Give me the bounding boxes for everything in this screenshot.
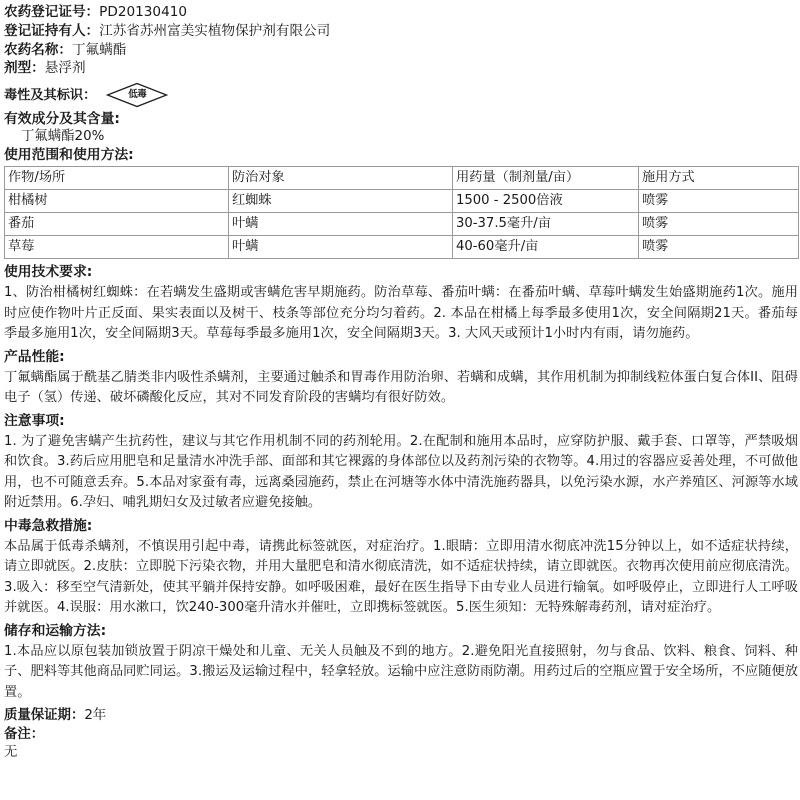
column-header-dosage: 用药量（制剂量/亩） (453, 167, 639, 190)
table-row (5, 236, 799, 259)
registration-number-value: PD20130410 (99, 4, 188, 20)
precautions-body: 1. 为了避免害螨产生抗药性，建议与其它作用机制不同的药剂轮用。2.在配制和施用本品时，应穿防护服、戴手套、口罩等，严禁吸烟和饮食。3.药后应用肥皂和足量清水冲洗手部、面部和其它裸露的身体部位以及药剂污染的衣物等。4.用过的容器应妥善处理，不可做他用，也不可随意丢弃。5.本品对家蚕有毒，远离桑园施药，禁止在河塘等水体中清洗施药器具，以免污染水源，水产养殖区、河源等水域附近禁用。6.孕妇、哺乳期妇女及过敏者应避免接触。 (4, 434, 798, 511)
shelf-life-row (4, 709, 800, 722)
active-ingredient-heading: 有效成分及其含量: (4, 111, 120, 128)
technical-requirements-heading: 使用技术要求: (4, 264, 93, 281)
table-header-row (5, 167, 799, 190)
cell-dosage: 40-60毫升/亩 (453, 236, 639, 259)
toxicity-label: 毒性及其标识： (4, 87, 97, 103)
product-performance-body: 丁氟螨酯属于酰基乙腈类非内吸性杀螨剂，主要通过触杀和胃毒作用防治卵、若螨和成螨，其作用机制为抑制线粒体蛋白复合体II、阻碍电子（氢）传递、破坏磷酸化反应，其对不同发育阶段的害螨均有很好防效。 (4, 369, 798, 406)
remarks-label: 备注： (4, 726, 45, 742)
license-holder-label: 登记证持有人： (4, 22, 100, 39)
low-toxicity-diamond-icon (106, 82, 168, 108)
license-holder-value: 江苏省苏州富美实植物保护剂有限公司 (99, 22, 331, 39)
formulation-label: 剂型： (4, 60, 45, 77)
usage-table (4, 166, 799, 259)
first-aid-heading: 中毒急救措施: (4, 517, 93, 534)
toxicity-row (4, 81, 800, 109)
pesticide-name-label: 农药名称： (4, 41, 72, 58)
table-row (5, 190, 799, 213)
cell-application-method: 喷雾 (639, 213, 799, 236)
cell-crop: 番茄 (5, 213, 229, 236)
formulation-row (4, 62, 800, 76)
cell-crop: 草莓 (5, 236, 229, 259)
column-header-target: 防治对象 (229, 167, 453, 190)
usage-scope-heading: 使用范围和使用方法: (4, 146, 134, 163)
cell-target: 叶螨 (229, 213, 453, 236)
table-row (5, 213, 799, 236)
active-ingredient-value: 丁氟螨酯20% (21, 129, 105, 145)
technical-requirements-body: 1、防治柑橘树红蜘蛛：在若螨发生盛期或害螨危害早期施药。防治草莓、番茄叶螨：在番茄叶螨、草莓叶螨发生始盛期施药1次。施用时应使作物叶片正反面、果实表面以及树干、枝条等部位充分均匀着药。2. 本品在柑橘上每季最多使用1次，安全间隔期21天。番茄每季最多施用1次，安全间隔期3天。草莓每季最多施用1次，安全间隔期3天。3. 大风天或预计1小时内有雨，请勿施药。 (4, 285, 798, 342)
pesticide-name-value: 丁氟螨酯 (71, 41, 127, 58)
license-holder-row (4, 22, 800, 39)
cell-target: 叶螨 (229, 236, 453, 259)
product-performance-heading: 产品性能: (4, 348, 65, 365)
storage-transport-body: 1.本品应以原包装加锁放置于阴凉干燥处和儿童、无关人员触及不到的地方。2.避免阳光直接照射，勿与食品、饮料、粮食、饲料、种子、肥料等其他商品同贮同运。3.搬运及运输过程中，轻拿轻放。运输中应注意防雨防潮。用药过后的空瓶应置于安全场所，不应随便放置。 (4, 643, 798, 700)
column-header-crop: 作物/场所 (5, 167, 229, 190)
cell-dosage: 30-37.5毫升/亩 (453, 213, 639, 236)
precautions-heading: 注意事项: (4, 412, 65, 429)
cell-application-method: 喷雾 (639, 236, 799, 259)
usage-table-body (5, 167, 799, 259)
formulation-value: 悬浮剂 (44, 60, 86, 77)
remarks-value: 无 (4, 744, 18, 760)
registration-number-label: 农药登记证号： (4, 4, 100, 20)
shelf-life-value: 2年 (84, 708, 107, 724)
first-aid-body: 本品属于低毒杀螨剂，不慎误用引起中毒，请携此标签就医，对症治疗。1.眼睛：立即用清水彻底冲洗15分钟以上，如不适症状持续，请立即就医。2.皮肤：立即脱下污染衣物，并用大量肥皂和清水彻底清洗，如不适症状持续，请立即就医。衣物再次使用前应彻底清洗。3.吸入：移至空气清新处，使其平躺并保持安静。如呼吸困难，最好在医生指导下由专业人员进行输氧。如呼吸停止，立即进行人工呼吸并就医。4.误服：用水漱口，饮240-300毫升清水并催吐，立即携标签就医。5.医生须知：无特殊解毒药剂，请对症治疗。 (4, 538, 798, 616)
column-header-application-method: 施用方式 (639, 167, 799, 190)
cell-crop: 柑橘树 (5, 190, 229, 213)
pesticide-name-row (4, 41, 800, 58)
cell-dosage: 1500 - 2500倍液 (453, 190, 639, 213)
shelf-life-label: 质量保证期： (4, 708, 85, 724)
cell-application-method: 喷雾 (639, 190, 799, 213)
toxicity-symbol-text: 低毒 (128, 89, 147, 101)
registration-number-row (4, 6, 800, 20)
storage-transport-heading: 储存和运输方法: (4, 622, 107, 639)
cell-target: 红蜘蛛 (229, 190, 453, 213)
